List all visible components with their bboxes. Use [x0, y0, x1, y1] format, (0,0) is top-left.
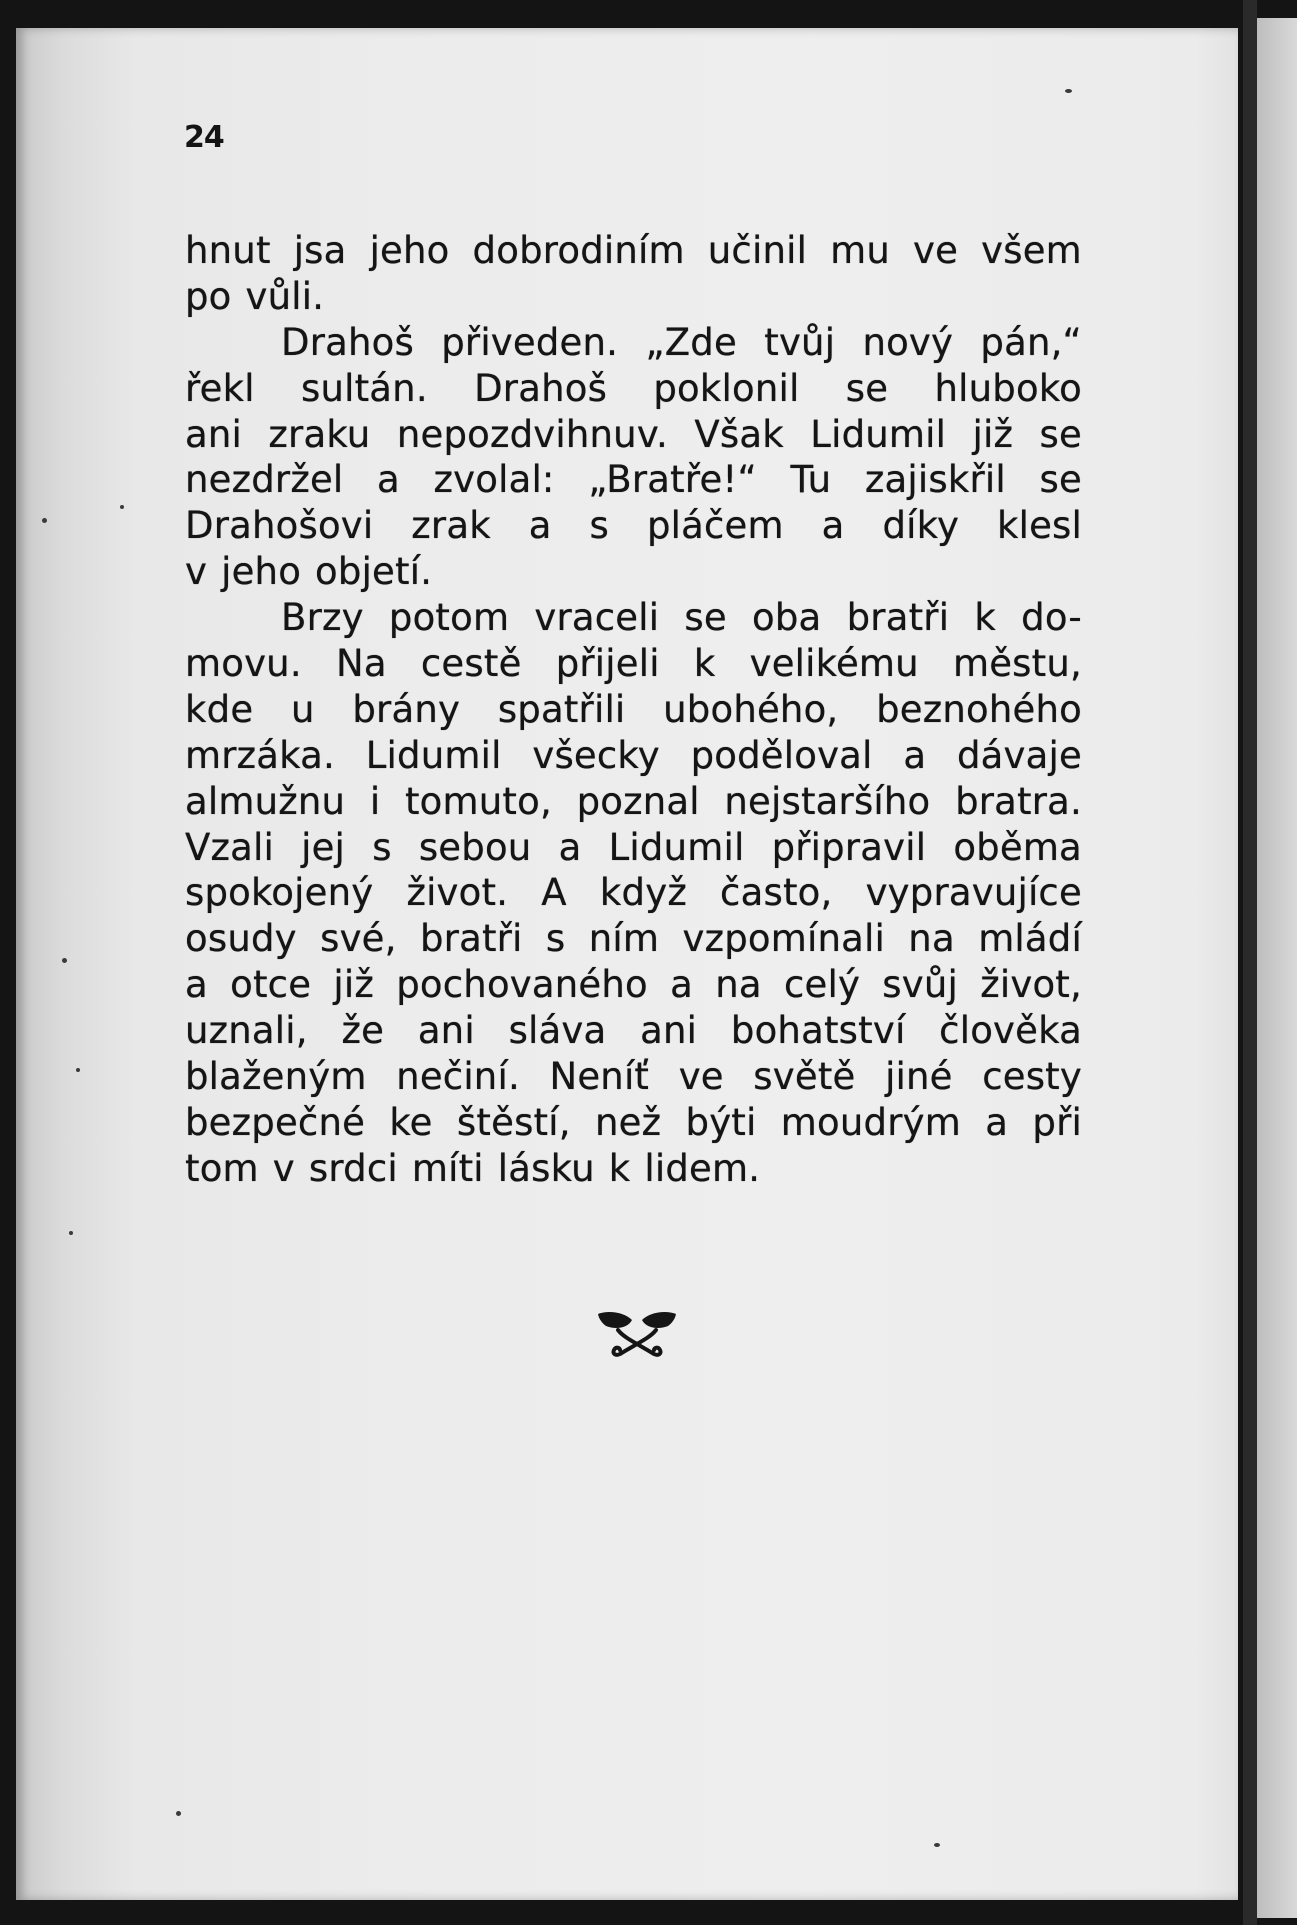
- word: ani: [640, 1009, 698, 1053]
- floral-vignette-icon: [594, 1308, 680, 1364]
- word: jeho: [369, 229, 450, 272]
- word: Vzali: [185, 825, 274, 869]
- word: objetí.: [315, 550, 433, 594]
- word: lásku: [497, 1146, 595, 1190]
- word: sebou: [418, 825, 532, 869]
- paper-speck: [1065, 89, 1072, 93]
- word: bratři: [846, 596, 950, 640]
- word: oběma: [953, 825, 1082, 869]
- word: zvolal:: [433, 458, 555, 502]
- word: jsa: [293, 229, 347, 272]
- word: i: [369, 779, 381, 823]
- word: otce: [230, 963, 312, 1007]
- book-gutter: [1243, 0, 1257, 1925]
- word: uznali,: [185, 1009, 308, 1053]
- word: dobrodiním: [472, 229, 685, 272]
- word: Drahošovi: [185, 504, 374, 548]
- text-line: [185, 274, 1082, 320]
- word: přijeli: [555, 642, 660, 686]
- word: blaženým: [185, 1055, 367, 1099]
- word: bratři: [419, 917, 523, 961]
- word: almužnu: [185, 779, 346, 823]
- word: pán,“: [980, 320, 1082, 364]
- word: hluboko: [934, 366, 1082, 410]
- text-line: [185, 412, 1082, 458]
- word: a: [377, 458, 400, 502]
- word: s: [545, 917, 566, 961]
- word: a: [528, 504, 552, 548]
- word: své,: [320, 917, 397, 961]
- paper-speck: [76, 1068, 80, 1072]
- text-line: [185, 825, 1082, 871]
- word: nezdržel: [185, 458, 344, 502]
- next-page-edge: [1257, 18, 1297, 1918]
- text-line: [185, 641, 1082, 687]
- word: řekl: [185, 366, 255, 410]
- text-line: [185, 503, 1082, 549]
- word: Na: [335, 642, 387, 686]
- word: vůli.: [245, 274, 325, 318]
- word: dávaje: [956, 733, 1082, 777]
- word: a: [821, 504, 845, 548]
- word: Však: [694, 412, 784, 456]
- word: ním: [588, 917, 660, 961]
- text-line: [185, 228, 1082, 274]
- page-number: 24: [184, 120, 224, 155]
- text-line: [185, 1008, 1082, 1054]
- word: již: [972, 412, 1014, 456]
- word: oba: [752, 596, 822, 640]
- text-line: [185, 1100, 1082, 1146]
- word: „Bratře!“: [588, 458, 757, 502]
- word: a: [185, 963, 208, 1007]
- word: když: [599, 871, 687, 915]
- word: Lidumil: [608, 825, 745, 869]
- word: ve: [678, 1055, 724, 1099]
- word: všecky: [532, 733, 660, 777]
- word: tom: [185, 1146, 259, 1190]
- word: spatřili: [497, 687, 626, 731]
- word: člověka: [939, 1009, 1082, 1053]
- word: městu,: [952, 642, 1082, 686]
- word: a: [670, 963, 693, 1007]
- word: štěstí,: [456, 1100, 571, 1144]
- word: na: [715, 963, 762, 1007]
- word: všem: [981, 229, 1082, 272]
- word: bohatství: [730, 1009, 906, 1053]
- word: s: [589, 504, 610, 548]
- word: ubohého,: [663, 687, 839, 731]
- text-line: [185, 733, 1082, 779]
- word: Brzy: [281, 596, 364, 640]
- word: díky: [882, 504, 960, 548]
- body-text: [185, 228, 1082, 1192]
- word: moudrým: [780, 1100, 961, 1144]
- word: po: [185, 274, 232, 318]
- word: lidem.: [644, 1146, 761, 1190]
- word: potom: [388, 596, 510, 640]
- word: sultán.: [300, 366, 428, 410]
- word: do-: [1021, 596, 1082, 640]
- word: beznohého: [876, 687, 1082, 731]
- word: jeho: [221, 550, 302, 594]
- word: velikému: [749, 642, 919, 686]
- word: a: [558, 825, 582, 869]
- word: brány: [352, 687, 461, 731]
- word: již: [333, 963, 374, 1007]
- word: nejstaršího: [724, 779, 931, 823]
- word: bratra.: [955, 779, 1082, 823]
- text-line: [185, 1146, 1082, 1192]
- word: vraceli: [534, 596, 660, 640]
- paper-speck: [934, 1843, 940, 1847]
- paper-speck: [120, 505, 124, 509]
- word: mu: [830, 229, 890, 272]
- word: se: [1039, 458, 1082, 502]
- word: Lidumil: [810, 412, 947, 456]
- word: jej: [301, 825, 346, 869]
- word: poklonil: [653, 366, 800, 410]
- word: mrzáka.: [185, 733, 335, 777]
- paper-speck: [176, 1811, 181, 1816]
- word: se: [684, 596, 727, 640]
- word: v: [272, 1146, 295, 1190]
- word: svůj: [882, 963, 959, 1007]
- word: poznal: [576, 779, 700, 823]
- word: celý: [783, 963, 861, 1007]
- word: klesl: [996, 504, 1082, 548]
- text-line: [185, 366, 1082, 412]
- text-line: [185, 549, 1082, 595]
- word: bezpečné: [185, 1100, 366, 1144]
- word: na: [908, 917, 955, 961]
- word: cesty: [982, 1055, 1082, 1099]
- text-line: [185, 595, 1082, 641]
- word: osudy: [185, 917, 297, 961]
- word: ani: [417, 1009, 475, 1053]
- word: Lidumil: [365, 733, 502, 777]
- word: v: [185, 550, 208, 594]
- word: „Zde: [645, 320, 737, 364]
- text-line: [185, 457, 1082, 503]
- word: vzpomínali: [682, 917, 885, 961]
- word: tvůj: [764, 320, 836, 364]
- word: vypravujíce: [865, 871, 1082, 915]
- word: cestě: [420, 642, 522, 686]
- word: nečiní.: [396, 1055, 520, 1099]
- word: než: [594, 1100, 662, 1144]
- word: při: [1032, 1100, 1082, 1144]
- word: A: [541, 871, 567, 915]
- word: zrak: [411, 504, 491, 548]
- word: poděloval: [690, 733, 873, 777]
- word: hnut: [185, 229, 271, 272]
- word: učinil: [707, 229, 808, 272]
- word: mládí: [978, 917, 1082, 961]
- word: k: [974, 596, 996, 640]
- word: světě: [753, 1055, 856, 1099]
- word: býti: [685, 1100, 757, 1144]
- text-line: [185, 687, 1082, 733]
- word: tomuto,: [404, 779, 552, 823]
- word: spokojený: [185, 871, 374, 915]
- paper-speck: [69, 1231, 73, 1235]
- word: ve: [913, 229, 959, 272]
- word: k: [693, 642, 716, 686]
- word: zraku: [268, 412, 371, 456]
- word: nepozdvihnuv.: [396, 412, 669, 456]
- word: ani: [185, 412, 243, 456]
- word: pochovaného: [396, 963, 648, 1007]
- word: Drahoš: [281, 320, 414, 364]
- word: Tu: [790, 458, 832, 502]
- text-line: [185, 1054, 1082, 1100]
- text-line: [185, 779, 1082, 825]
- word: nový: [862, 320, 954, 364]
- word: kde: [185, 687, 254, 731]
- word: připravil: [771, 825, 927, 869]
- word: u: [291, 687, 315, 731]
- text-line: [185, 320, 1082, 366]
- word: často,: [720, 871, 833, 915]
- paper-speck: [42, 518, 47, 523]
- word: zajiskřil: [864, 458, 1006, 502]
- word: a: [903, 733, 927, 777]
- word: život.: [406, 871, 509, 915]
- word: a: [985, 1100, 1009, 1144]
- paper-speck: [62, 958, 67, 963]
- word: Neníť: [549, 1055, 650, 1099]
- word: že: [341, 1009, 385, 1053]
- word: jiné: [885, 1055, 953, 1099]
- text-line: [185, 870, 1082, 916]
- word: k: [608, 1146, 631, 1190]
- word: Drahoš: [474, 366, 608, 410]
- word: přiveden.: [441, 320, 619, 364]
- text-line: [185, 916, 1082, 962]
- word: srdci: [308, 1146, 398, 1190]
- word: s: [372, 825, 392, 869]
- word: ke: [389, 1100, 433, 1144]
- word: pláčem: [646, 504, 784, 548]
- word: sláva: [508, 1009, 607, 1053]
- word: movu.: [185, 642, 302, 686]
- word: míti: [411, 1146, 484, 1190]
- word: se: [845, 366, 889, 410]
- text-line: [185, 962, 1082, 1008]
- word: se: [1039, 412, 1082, 456]
- word: život,: [980, 963, 1082, 1007]
